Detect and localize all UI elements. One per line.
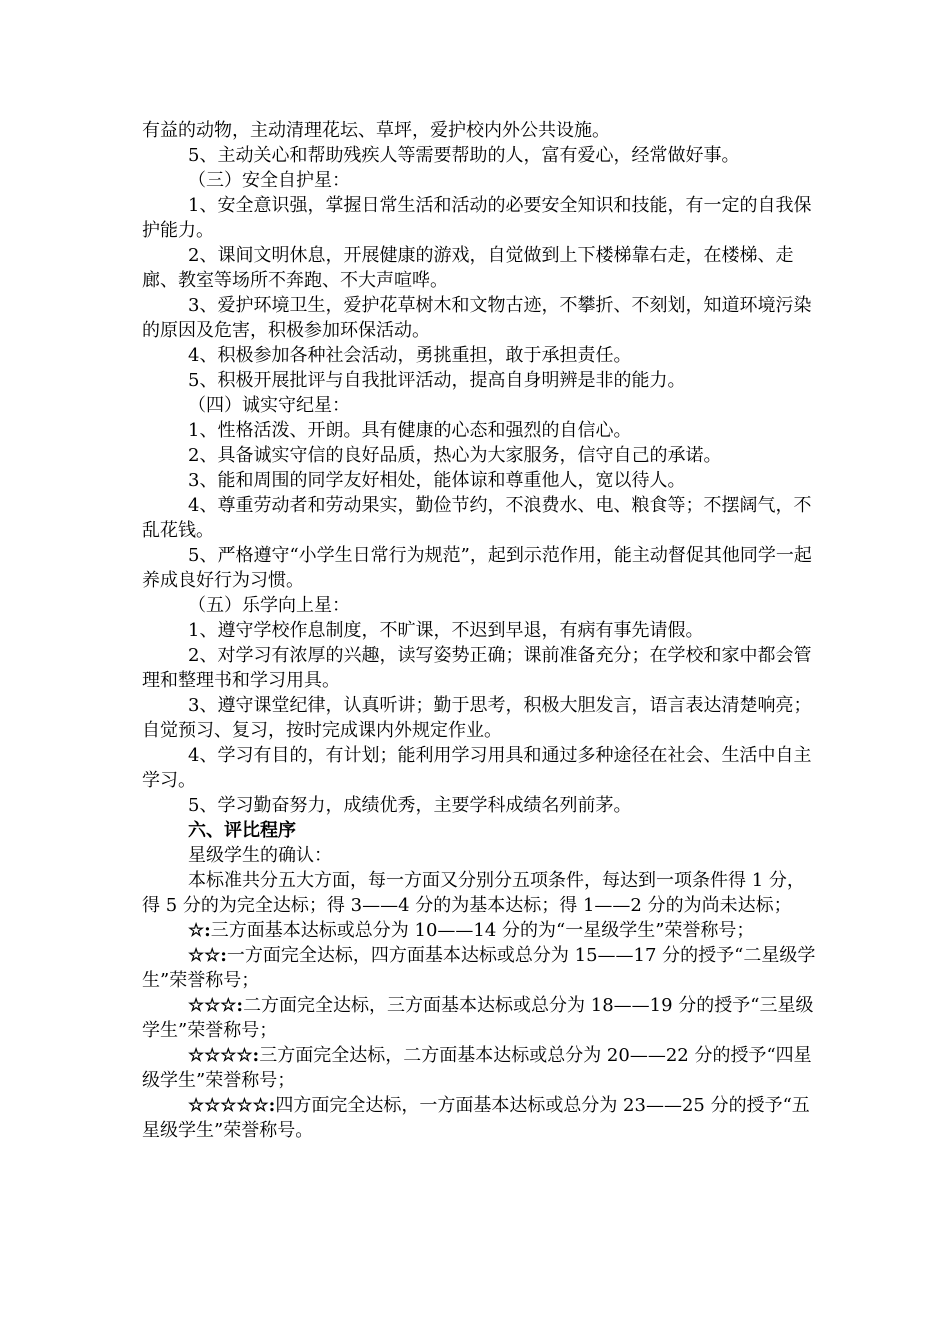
paragraph: 2、课间文明休息，开展健康的游戏，自觉做到上下楼梯靠右走，在楼梯、走廊、教室等场所不奔跑、不大声喧哗。	[142, 245, 794, 291]
star-rule-text: 二方面完全达标，三方面基本达标或总分为 18——19 分的授予“三星级学生”荣誉称号；	[142, 995, 814, 1041]
document-page	[142, 118, 822, 1143]
star-rule	[142, 993, 822, 1043]
paragraph: 3、遵守课堂纪律，认真听讲；勤于思考，积极大胆发言，语言表达清楚响亮；自觉预习、复习，按时完成课内外规定作业。	[142, 695, 812, 741]
star-rule	[142, 1093, 822, 1143]
paragraph: 2、具备诚实守信的良好品质，热心为大家服务，信守自己的承诺。	[188, 445, 722, 466]
paragraph: 1、遵守学校作息制度，不旷课，不迟到早退，有病有事先请假。	[188, 620, 704, 641]
paragraph: （四）诚实守纪星：	[188, 395, 350, 416]
paragraph: 4、学习有目的，有计划；能利用学习用具和通过多种途径在社会、生活中自主学习。	[142, 745, 812, 791]
paragraph: 5、严格遵守“小学生日常行为规范”，起到示范作用，能主动督促其他同学一起养成良好行为习惯。	[142, 545, 812, 591]
paragraph: 3、能和周围的同学友好相处，能体谅和尊重他人，宽以待人。	[188, 470, 686, 491]
star-rating-icon: ☆☆☆☆☆:	[188, 1095, 276, 1116]
paragraph: （五）乐学向上星：	[188, 595, 350, 616]
star-rule	[142, 943, 822, 993]
star-rule-text: 一方面完全达标，四方面基本达标或总分为 15——17 分的授予“二星级学生”荣誉称号；	[142, 945, 816, 991]
paragraph: 星级学生的确认：	[188, 845, 332, 866]
paragraph: 2、对学习有浓厚的兴趣，读写姿势正确；课前准备充分；在学校和家中都会管理和整理书和学习用具。	[142, 645, 812, 691]
star-rules	[142, 918, 822, 1143]
star-rating-icon: ☆☆☆☆:	[188, 1045, 260, 1066]
star-rating-icon: ☆☆☆:	[188, 995, 244, 1016]
star-rule	[142, 918, 822, 943]
paragraph: 5、积极开展批评与自我批评活动，提高自身明辨是非的能力。	[188, 370, 686, 391]
paragraph: 本标准共分五大方面，每一方面又分别分五项条件，每达到一项条件得 1 分，得 5 分的为完全达标；得 3——4 分的为基本达标；得 1——2 分的为尚未达标；	[142, 870, 805, 916]
star-rule	[142, 1043, 822, 1093]
star-rating-icon: ☆☆:	[188, 945, 227, 966]
paragraph: 3、爱护环境卫生，爱护花草树木和文物古迹，不攀折、不刻划，知道环境污染的原因及危害，积极参加环保活动。	[142, 295, 812, 341]
section-heading: 六、评比程序	[188, 820, 296, 841]
paragraph: 4、积极参加各种社会活动，勇挑重担，敢于承担责任。	[188, 345, 632, 366]
star-rule-text: 三方面基本达标或总分为 10——14 分的为“一星级学生”荣誉称号；	[210, 920, 755, 941]
paragraph: 有益的动物，主动清理花坛、草坪，爱护校内外公共设施。	[142, 120, 610, 141]
paragraph: 1、安全意识强，掌握日常生活和活动的必要安全知识和技能，有一定的自我保护能力。	[142, 195, 812, 241]
paragraph: 5、主动关心和帮助残疾人等需要帮助的人，富有爱心，经常做好事。	[188, 145, 740, 166]
star-rating-icon: ☆:	[188, 920, 211, 941]
star-rule-text: 三方面完全达标，二方面基本达标或总分为 20——22 分的授予“四星级学生”荣誉称号；	[142, 1045, 812, 1091]
document-body	[142, 118, 822, 918]
paragraph: 1、性格活泼、开朗。具有健康的心态和强烈的自信心。	[188, 420, 632, 441]
paragraph: （三）安全自护星：	[188, 170, 350, 191]
star-rule-text: 四方面完全达标，一方面基本达标或总分为 23——25 分的授予“五星级学生”荣誉称号。	[142, 1095, 810, 1141]
paragraph: 4、尊重劳动者和劳动果实，勤俭节约，不浪费水、电、粮食等；不摆阔气，不乱花钱。	[142, 495, 812, 541]
paragraph: 5、学习勤奋努力，成绩优秀，主要学科成绩名列前茅。	[188, 795, 632, 816]
